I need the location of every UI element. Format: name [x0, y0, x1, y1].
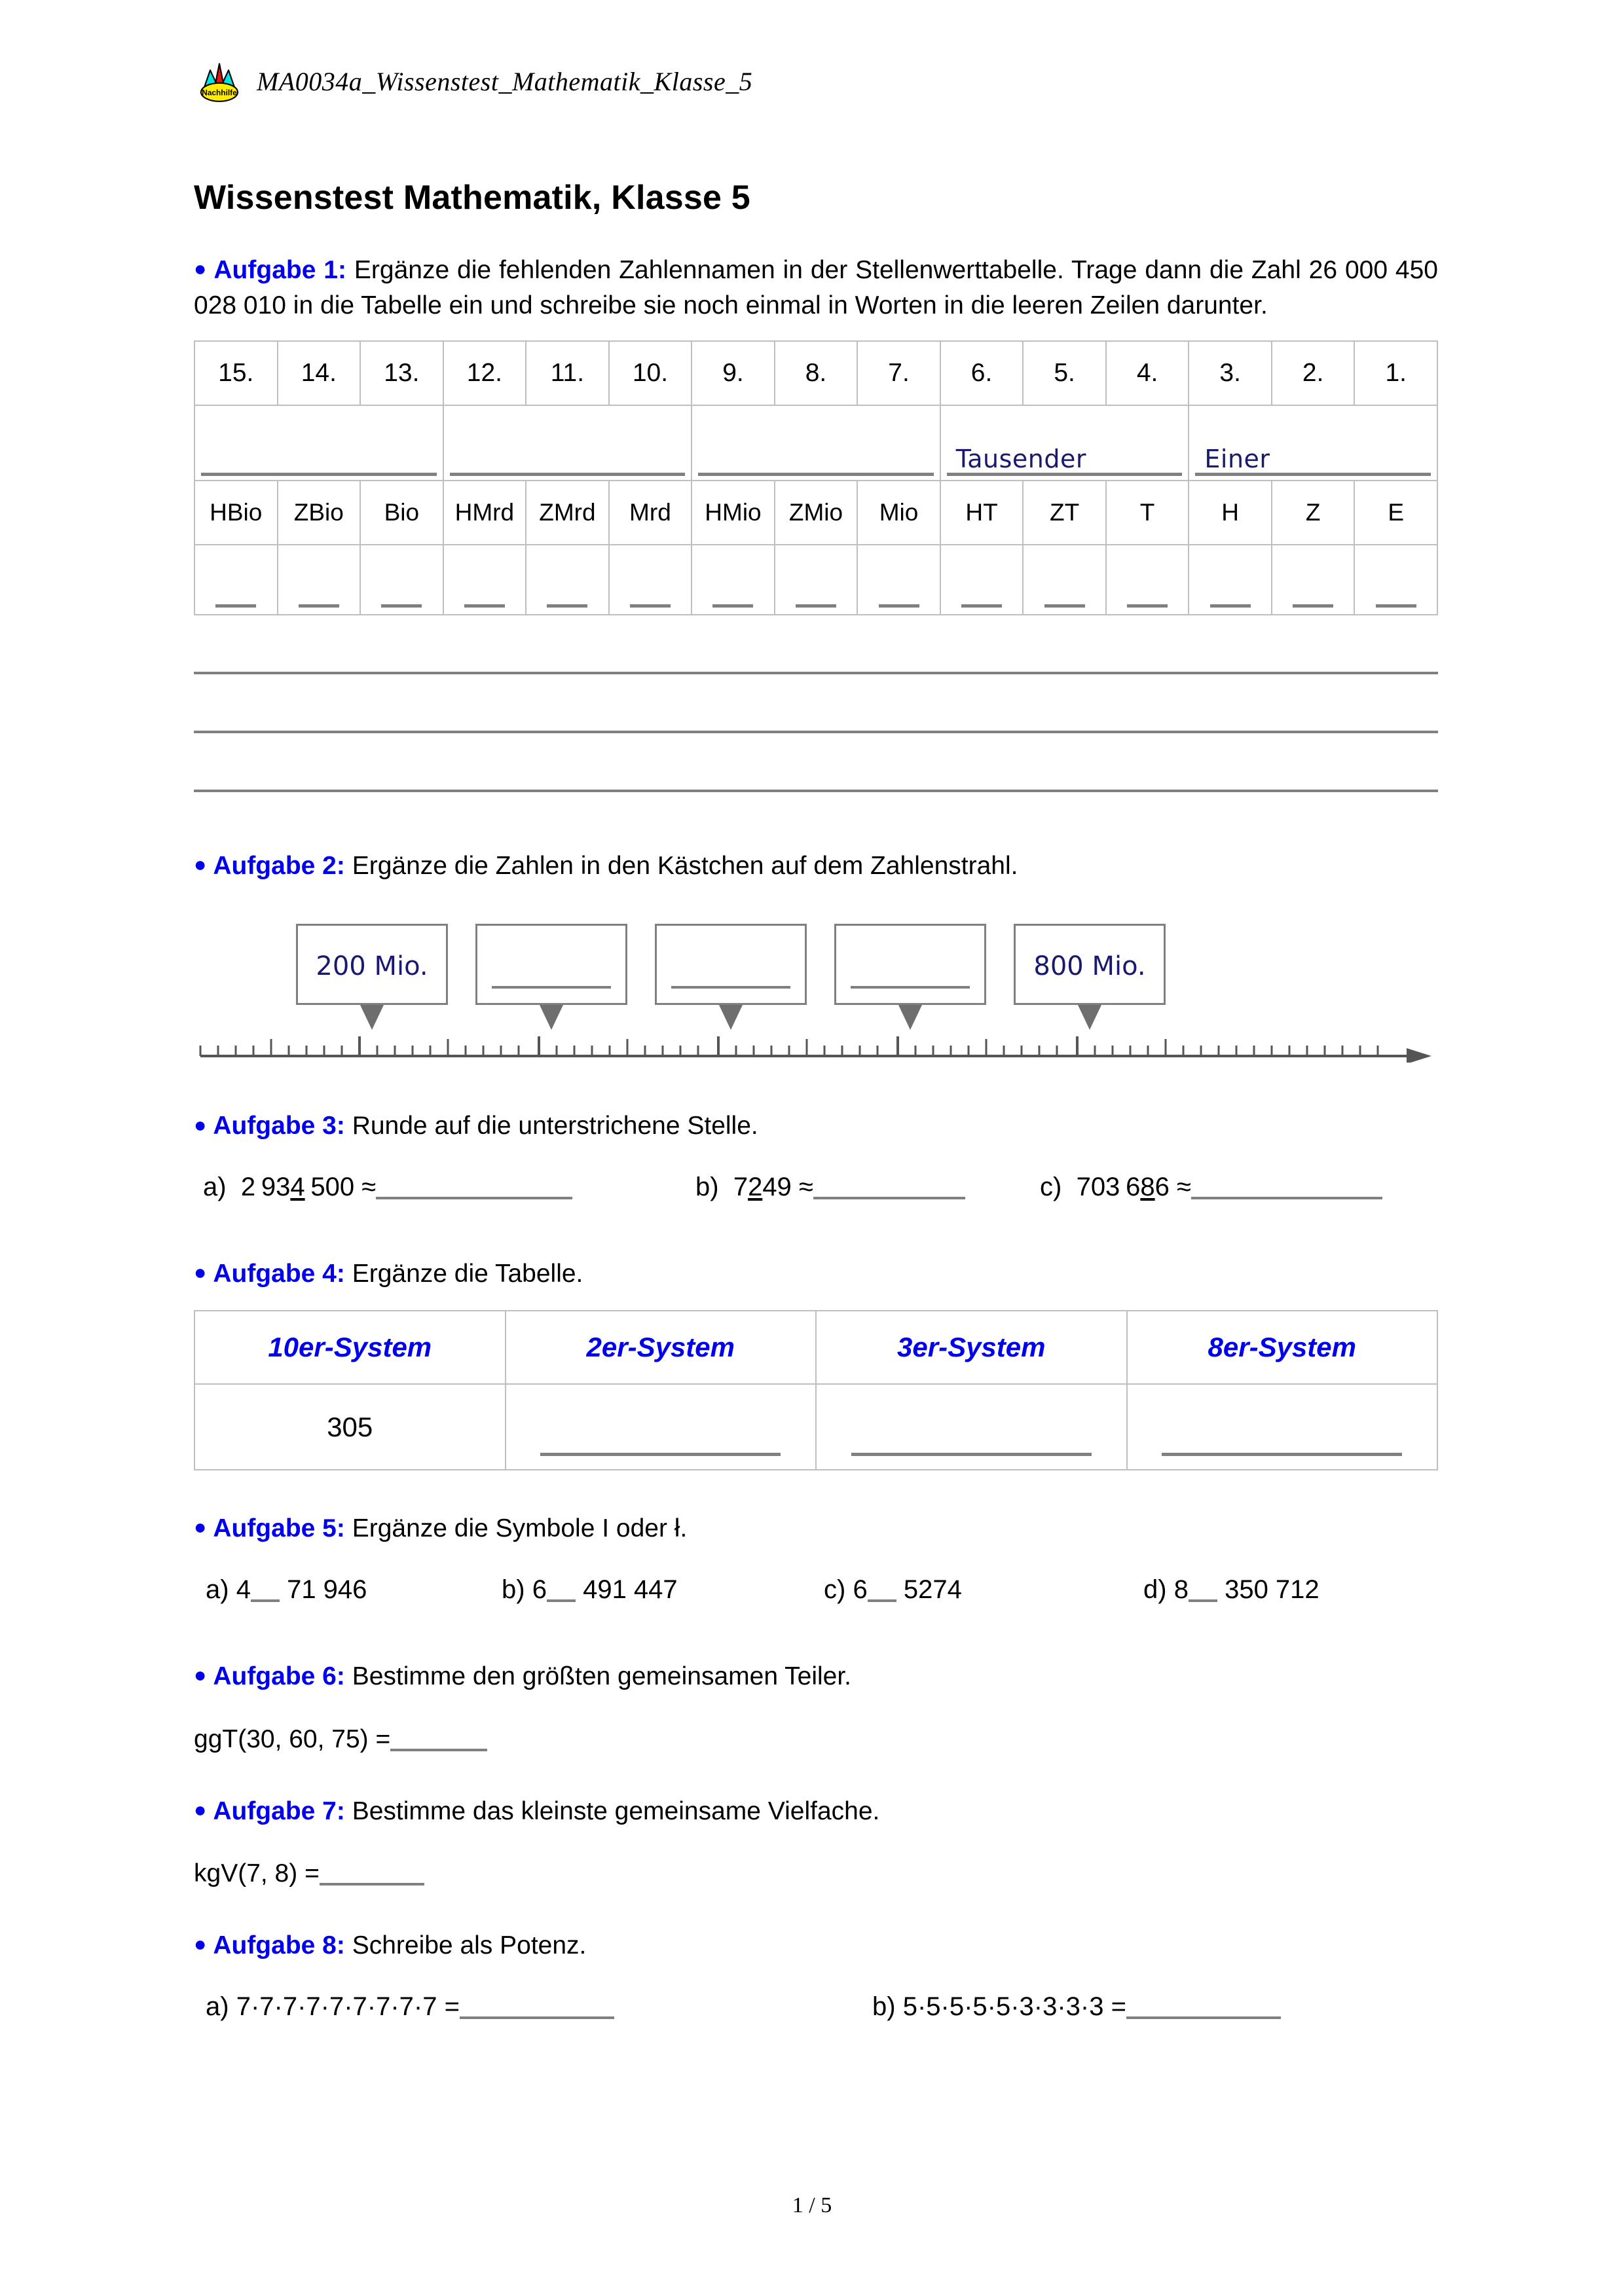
task-3	[194, 1108, 1438, 1144]
divisibility-item-a	[206, 1575, 367, 1605]
bullet-icon-7: ●	[194, 1797, 207, 1821]
ordinal-cell: 8.	[775, 341, 858, 405]
rounding-item-c-blank[interactable]	[1191, 1197, 1382, 1199]
worksheet-content	[194, 178, 1438, 2035]
divisibility-item-b-left: 6	[532, 1575, 547, 1604]
base-system-header-8: 8er-System	[1127, 1311, 1438, 1384]
number-line-pointer-1	[360, 1005, 384, 1030]
group-name-tausender: Tausender	[940, 405, 1189, 481]
group-name-blank-2[interactable]	[443, 405, 692, 481]
ordinal-cell: 6.	[940, 341, 1024, 405]
page-number: 1 / 5	[792, 2193, 832, 2217]
number-line-box-2[interactable]	[475, 924, 627, 1005]
digit-entry-cell[interactable]	[526, 545, 609, 615]
divisibility-item-a-left: 4	[236, 1575, 251, 1604]
abbr-cell: ZMrd	[526, 481, 609, 545]
rounding-item-b-letter: b)	[695, 1173, 719, 1202]
rounding-item-c-letter: c)	[1040, 1173, 1062, 1202]
abbr-cell: ZT	[1023, 481, 1106, 545]
powers-item-a-letter: a)	[206, 1992, 229, 2021]
abbr-cell: HT	[940, 481, 1024, 545]
task-2-text: Ergänze die Zahlen in den Kästchen auf dem Zahlenstrahl.	[352, 851, 1018, 880]
task-4	[194, 1256, 1438, 1292]
header-document-title: MA0034a_Wissenstest_Mathematik_Klasse_5	[257, 66, 753, 96]
number-line-pointer-3	[719, 1005, 743, 1030]
rounding-item-c-number: 703 686	[1069, 1173, 1170, 1202]
ordinal-cell: 3.	[1189, 341, 1272, 405]
ordinal-cell: 12.	[443, 341, 526, 405]
powers-item-b-letter: b)	[872, 1992, 896, 2021]
abbr-cell: ZMio	[775, 481, 858, 545]
digit-entry-cell[interactable]	[609, 545, 692, 615]
base-system-header-10: 10er-System	[194, 1311, 506, 1384]
task-1-label: Aufgabe 1:	[213, 256, 346, 284]
rounding-item-c	[1040, 1173, 1382, 1202]
bullet-icon-2: ●	[194, 852, 207, 876]
answer-line[interactable]	[194, 790, 1438, 792]
task-2	[194, 848, 1438, 884]
abbr-cell: ZBio	[278, 481, 361, 545]
digit-entry-cell[interactable]	[443, 545, 526, 615]
ordinal-cell: 11.	[526, 341, 609, 405]
ordinal-cell: 15.	[194, 341, 278, 405]
rounding-item-a-letter: a)	[203, 1173, 227, 1202]
divisibility-item-a-symbol-blank[interactable]	[251, 1599, 280, 1602]
digit-entry-cell[interactable]	[775, 545, 858, 615]
base-system-header-row	[194, 1311, 1437, 1384]
ordinal-cell: 10.	[609, 341, 692, 405]
task-6-label: Aufgabe 6:	[213, 1662, 345, 1690]
kgv-expression: kgV(7, 8) =	[194, 1859, 320, 1888]
abbr-cell: Mrd	[609, 481, 692, 545]
ggt-line	[194, 1722, 1438, 1757]
group-name-blank-3[interactable]	[692, 405, 940, 481]
place-value-ordinal-row	[194, 341, 1437, 405]
powers-item-a-expression: 7·7·7·7·7·7·7·7·7 =	[236, 1992, 460, 2021]
digit-entry-cell[interactable]	[194, 545, 278, 615]
abbr-cell: HMio	[692, 481, 775, 545]
ordinal-cell: 2.	[1272, 341, 1355, 405]
number-line-diagram	[194, 912, 1438, 1063]
divisibility-item-b-symbol-blank[interactable]	[547, 1599, 576, 1602]
powers-item-b-expression: 5·5·5·5·5·3·3·3·3 =	[902, 1992, 1126, 2021]
divisibility-item-c-symbol-blank[interactable]	[868, 1599, 896, 1602]
abbr-cell: T	[1106, 481, 1189, 545]
rounding-item-a-approx: ≈	[361, 1173, 377, 1202]
page-title: Wissenstest Mathematik, Klasse 5	[194, 179, 750, 217]
bullet-icon-4: ●	[194, 1260, 207, 1285]
task-2-label: Aufgabe 2:	[213, 851, 345, 880]
page-header	[196, 58, 752, 105]
divisibility-item-a-right: 71 946	[287, 1575, 367, 1604]
task-1	[194, 253, 1438, 323]
task-3-label: Aufgabe 3:	[213, 1112, 345, 1140]
task-7-label: Aufgabe 7:	[213, 1796, 345, 1825]
rounding-item-b-blank[interactable]	[813, 1197, 965, 1199]
powers-item-a-blank[interactable]	[460, 2016, 614, 2019]
divisibility-item-b-right: 491 447	[583, 1575, 678, 1604]
base-system-table	[194, 1310, 1438, 1470]
digit-entry-cell[interactable]	[940, 545, 1024, 615]
ggt-answer-blank[interactable]	[390, 1749, 487, 1751]
divisibility-item-c-right: 5274	[903, 1575, 962, 1604]
abbr-cell: Z	[1272, 481, 1355, 545]
task-1-text: Ergänze die fehlenden Zahlennamen in der Stellenwerttabelle. Trage dann die Zahl 26 000 450 028 010 in die Tabelle ein und schreibe sie noch einmal in Worten in die leeren Zeilen darunter.	[194, 256, 1438, 319]
digit-entry-cell[interactable]	[1272, 545, 1355, 615]
abbr-cell: Mio	[857, 481, 940, 545]
ordinal-cell: 4.	[1106, 341, 1189, 405]
divisibility-items-row	[194, 1575, 1438, 1618]
powers-item-a	[206, 1992, 614, 2022]
ordinal-cell: 9.	[692, 341, 775, 405]
base-system-blank-8[interactable]	[1127, 1384, 1438, 1470]
number-line-pointer-4	[898, 1005, 922, 1030]
bullet-icon-1: ●	[194, 257, 208, 281]
group-name-einer: Einer	[1189, 405, 1437, 481]
divisibility-item-d-letter: d)	[1143, 1575, 1167, 1604]
number-line-box-1	[296, 924, 448, 1005]
rounding-item-b	[695, 1173, 965, 1202]
abbr-cell: HMrd	[443, 481, 526, 545]
task-7-text: Bestimme das kleinste gemeinsame Vielfache.	[352, 1796, 880, 1825]
bullet-icon-3: ●	[194, 1112, 207, 1137]
number-line-box-4[interactable]	[834, 924, 986, 1005]
page-footer	[0, 2193, 1624, 2218]
divisibility-item-b-letter: b)	[502, 1575, 525, 1604]
digit-entry-cell[interactable]	[1354, 545, 1437, 615]
powers-items-row	[194, 1992, 1438, 2035]
divisibility-item-c	[824, 1575, 962, 1605]
task-3-text: Runde auf die unterstrichene Stelle.	[352, 1112, 758, 1140]
rounding-item-a-number: 2 934 500	[233, 1173, 355, 1202]
task-5-text: Ergänze die Symbole I oder ł.	[352, 1514, 688, 1543]
svg-text:Nachhilfe: Nachhilfe	[202, 88, 237, 98]
abbr-cell: H	[1189, 481, 1272, 545]
ordinal-cell: 5.	[1023, 341, 1106, 405]
answer-line[interactable]	[194, 731, 1438, 733]
answer-line[interactable]	[194, 672, 1438, 674]
task-4-label: Aufgabe 4:	[213, 1260, 345, 1288]
digit-entry-cell[interactable]	[1189, 545, 1272, 615]
rounding-item-c-approx: ≈	[1176, 1173, 1191, 1202]
task-8-label: Aufgabe 8:	[213, 1931, 345, 1960]
place-value-entry-row	[194, 545, 1437, 615]
divisibility-item-d-symbol-blank[interactable]	[1189, 1599, 1217, 1602]
number-line-box-5	[1014, 924, 1166, 1005]
abbr-cell: HBio	[194, 481, 278, 545]
kgv-answer-blank[interactable]	[320, 1883, 424, 1886]
divisibility-item-c-left: 6	[853, 1575, 868, 1604]
task-7	[194, 1794, 1438, 1829]
number-line-pointer-5	[1078, 1005, 1101, 1030]
number-line-axis	[194, 1030, 1438, 1063]
digit-entry-cell[interactable]	[1023, 545, 1106, 615]
divisibility-item-d	[1143, 1575, 1320, 1605]
divisibility-item-a-letter: a)	[206, 1575, 229, 1604]
ordinal-cell: 1.	[1354, 341, 1437, 405]
task-6	[194, 1659, 1438, 1694]
rounding-items-row	[194, 1173, 1438, 1216]
number-line-box-1-value: 200 Mio.	[316, 951, 428, 982]
ordinal-cell: 13.	[360, 341, 443, 405]
powers-item-b-blank[interactable]	[1126, 2016, 1281, 2019]
task-8-text: Schreibe als Potenz.	[352, 1931, 587, 1960]
ggt-expression: ggT(30, 60, 75) =	[194, 1724, 391, 1753]
group-name-blank-1[interactable]	[194, 405, 443, 481]
digit-entry-cell[interactable]	[1106, 545, 1189, 615]
base-system-value-row	[194, 1384, 1437, 1470]
rounding-item-a	[203, 1173, 572, 1202]
base-system-header-3: 3er-System	[816, 1311, 1127, 1384]
divisibility-item-b	[502, 1575, 678, 1605]
digit-entry-cell[interactable]	[692, 545, 775, 615]
rounding-item-a-blank[interactable]	[376, 1197, 572, 1199]
bullet-icon-5: ●	[194, 1515, 207, 1539]
digit-entry-cell[interactable]	[857, 545, 940, 615]
base-system-value-10: 305	[194, 1384, 506, 1470]
abbr-cell: Bio	[360, 481, 443, 545]
base-system-blank-3[interactable]	[816, 1384, 1127, 1470]
digit-entry-cell[interactable]	[278, 545, 361, 615]
task-5-label: Aufgabe 5:	[213, 1514, 345, 1543]
task-8	[194, 1928, 1438, 1963]
rounding-item-b-number: 7249	[726, 1173, 792, 1202]
ordinal-cell: 14.	[278, 341, 361, 405]
kgv-line	[194, 1856, 1438, 1891]
digit-entry-cell[interactable]	[360, 545, 443, 615]
task-5	[194, 1511, 1438, 1546]
bullet-icon-6: ●	[194, 1663, 207, 1687]
rounding-item-b-approx: ≈	[798, 1173, 813, 1202]
bullet-icon-8: ●	[194, 1932, 207, 1956]
ordinal-cell: 7.	[857, 341, 940, 405]
place-value-groupname-row	[194, 405, 1437, 481]
task-6-text: Bestimme den größten gemeinsamen Teiler.	[352, 1662, 852, 1690]
base-system-blank-2[interactable]	[506, 1384, 817, 1470]
abbr-cell: E	[1354, 481, 1437, 545]
number-line-box-5-value: 800 Mio.	[1033, 951, 1146, 982]
place-value-table	[194, 340, 1438, 615]
divisibility-item-d-left: 8	[1173, 1575, 1189, 1604]
base-system-header-2: 2er-System	[506, 1311, 817, 1384]
place-value-abbreviation-row	[194, 481, 1437, 545]
number-line-pointer-2	[540, 1005, 563, 1030]
divisibility-item-c-letter: c)	[824, 1575, 846, 1604]
divisibility-item-d-right: 350 712	[1225, 1575, 1320, 1604]
powers-item-b	[872, 1992, 1281, 2022]
nachhilfe-logo-icon	[196, 58, 242, 105]
task-4-text: Ergänze die Tabelle.	[352, 1260, 583, 1288]
number-line-box-3[interactable]	[655, 924, 807, 1005]
